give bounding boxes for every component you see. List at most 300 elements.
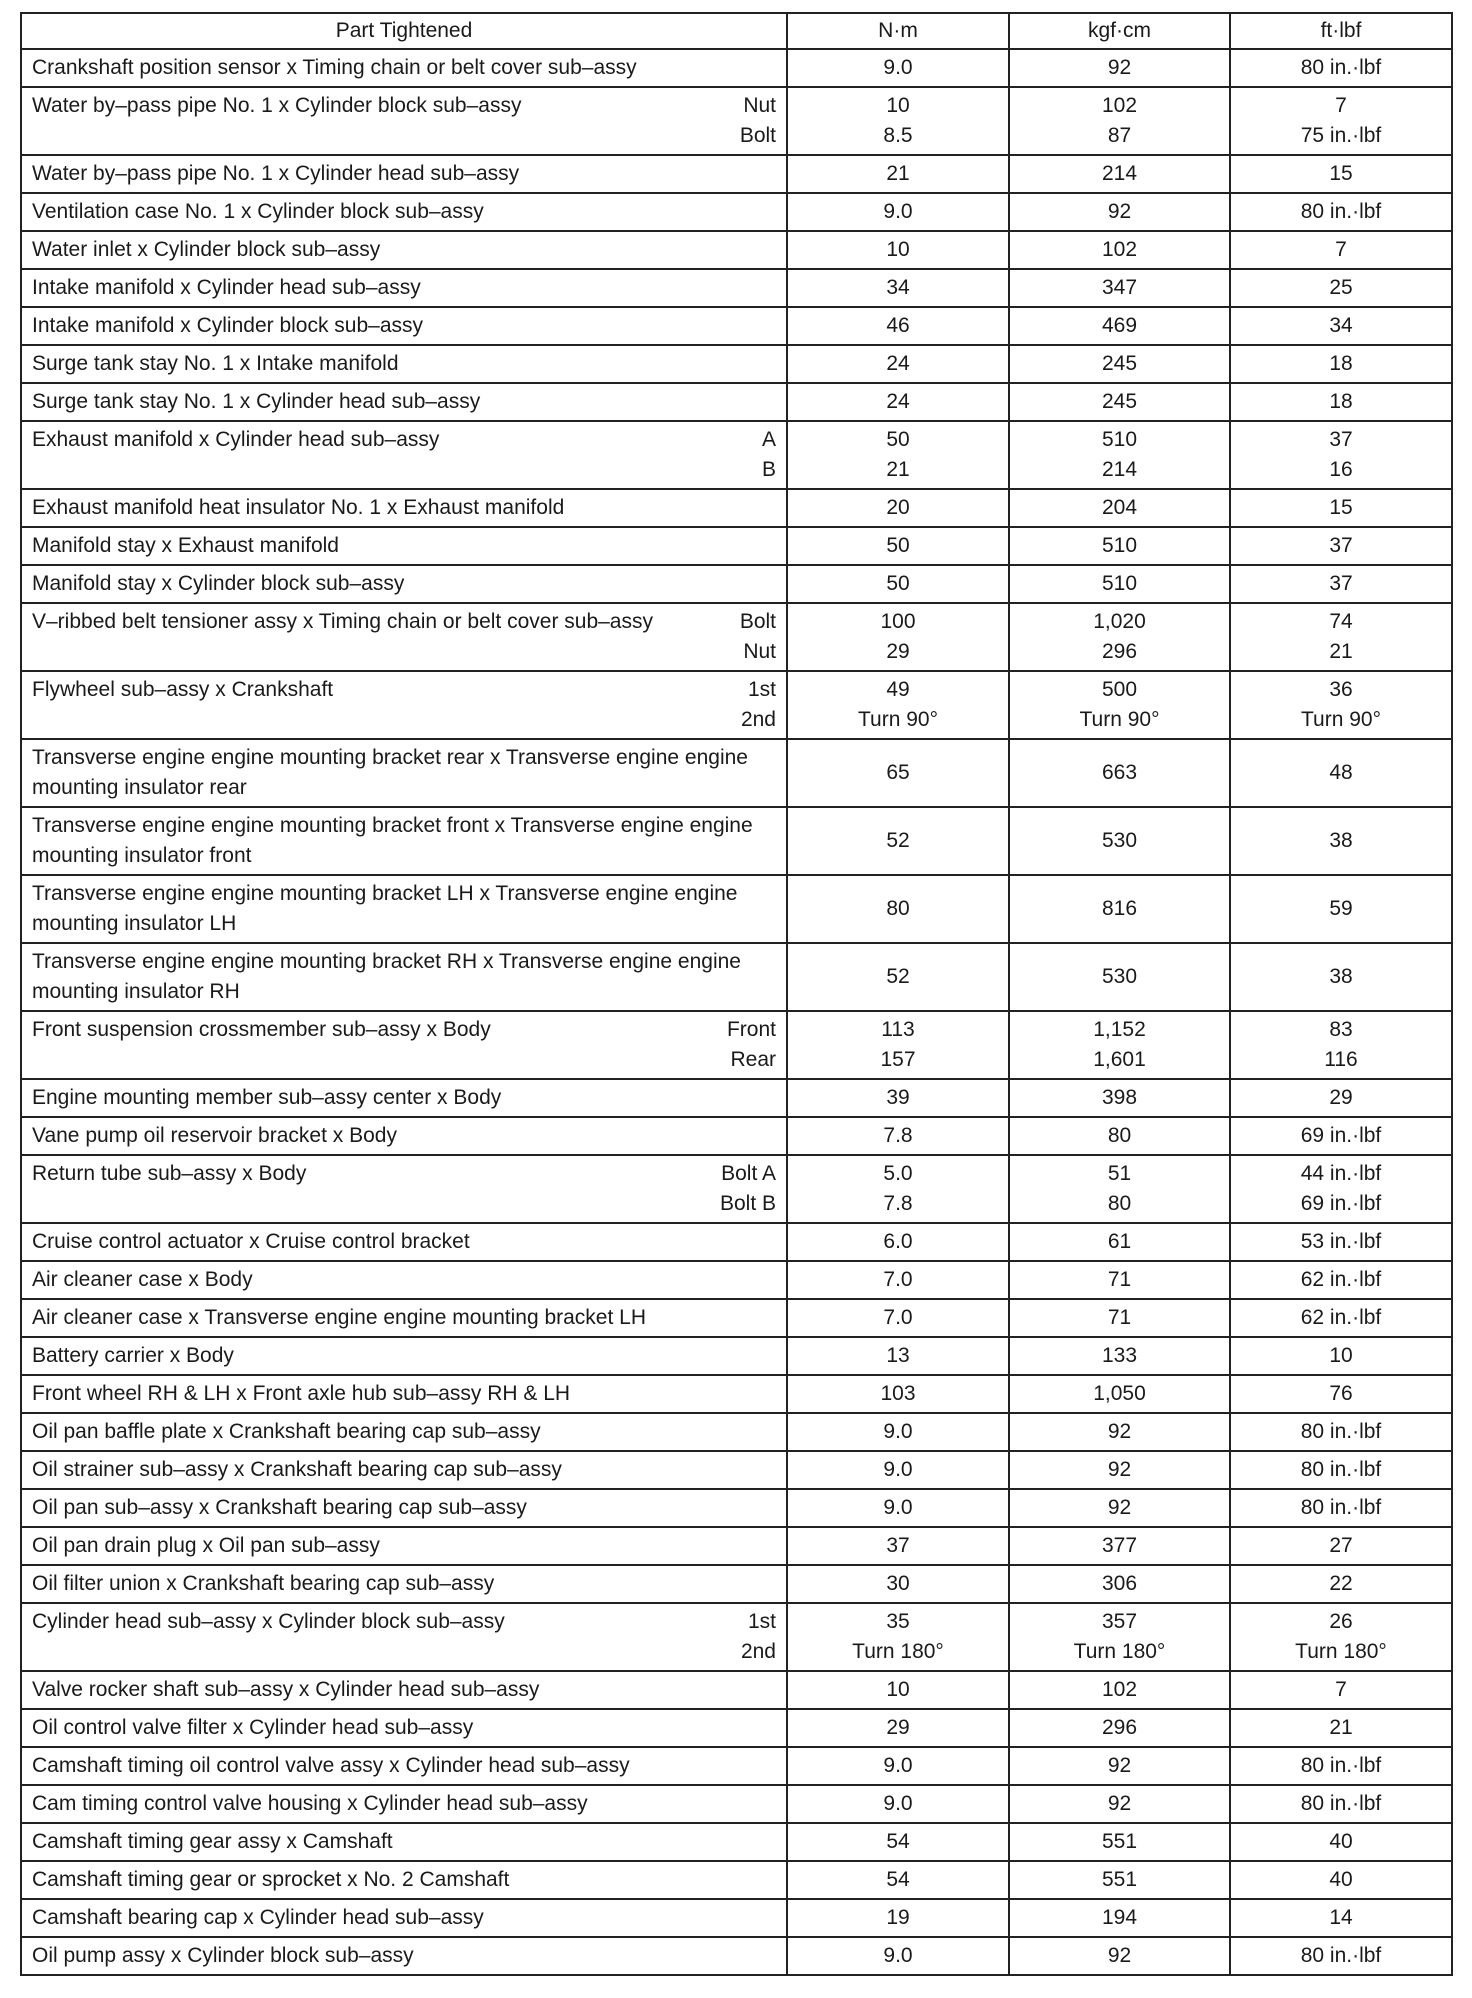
kgf-cm-cell bbox=[1009, 565, 1230, 603]
table-row bbox=[21, 1861, 1452, 1899]
nm-cell bbox=[787, 1785, 1009, 1823]
ft-lbf-value: 69 in.·lbf bbox=[1300, 1192, 1382, 1215]
ft-lbf-value: 40 bbox=[1329, 1868, 1353, 1891]
nm-value: 100 bbox=[880, 610, 916, 633]
part-name: Exhaust manifold x Cylinder head sub–assy bbox=[32, 428, 440, 451]
condition-list bbox=[750, 425, 776, 485]
nm-cell bbox=[787, 1603, 1009, 1671]
part-cell bbox=[21, 1747, 787, 1785]
ft-lbf-value: 62 in.·lbf bbox=[1300, 1268, 1382, 1291]
kgf-cm-cell bbox=[1009, 1413, 1230, 1451]
kgf-cm-cell bbox=[1009, 1375, 1230, 1413]
ft-lbf-cell bbox=[1230, 231, 1452, 269]
part-name: Exhaust manifold heat insulator No. 1 x Exhaust manifold bbox=[32, 496, 565, 519]
kgf-cm-cell bbox=[1009, 1937, 1230, 1975]
nm-value: 24 bbox=[886, 352, 910, 375]
part-cell bbox=[21, 1011, 787, 1079]
nm-cell bbox=[787, 527, 1009, 565]
kgf-cm-cell bbox=[1009, 1565, 1230, 1603]
condition-list bbox=[715, 1015, 776, 1075]
ft-lbf-value: 74 bbox=[1329, 610, 1353, 633]
part-cell bbox=[21, 489, 787, 527]
part-cell bbox=[21, 1261, 787, 1299]
kgf-cm-value: 510 bbox=[1101, 428, 1138, 451]
header-row bbox=[21, 13, 1452, 49]
ft-lbf-cell bbox=[1230, 1861, 1452, 1899]
ft-lbf-value: 62 in.·lbf bbox=[1300, 1306, 1382, 1329]
table-row bbox=[21, 1337, 1452, 1375]
kgf-cm-value: 51 bbox=[1107, 1162, 1132, 1185]
kgf-cm-value: 816 bbox=[1101, 897, 1138, 920]
part-cell bbox=[21, 345, 787, 383]
kgf-cm-value: 1,020 bbox=[1093, 610, 1146, 633]
kgf-cm-cell bbox=[1009, 1451, 1230, 1489]
ft-lbf-value: 80 in.·lbf bbox=[1300, 1496, 1382, 1519]
part-name: Oil pan sub–assy x Crankshaft bearing cap sub–assy bbox=[32, 1496, 527, 1519]
part-name: Front suspension crossmember sub–assy x Body bbox=[32, 1018, 491, 1041]
part-name: Transverse engine engine mounting bracket front x Transverse engine engine mounting insulator front bbox=[32, 814, 753, 867]
table-row bbox=[21, 49, 1452, 87]
ft-lbf-cell bbox=[1230, 565, 1452, 603]
kgf-cm-value: 71 bbox=[1107, 1268, 1132, 1291]
ft-lbf-value: 38 bbox=[1329, 829, 1353, 852]
kgf-cm-value: 551 bbox=[1101, 1830, 1138, 1853]
kgf-cm-cell bbox=[1009, 1603, 1230, 1671]
table-row bbox=[21, 269, 1452, 307]
nm-value: 80 bbox=[886, 897, 910, 920]
table-row bbox=[21, 1785, 1452, 1823]
ft-lbf-value: 80 in.·lbf bbox=[1300, 200, 1382, 223]
ft-lbf-value: 18 bbox=[1329, 352, 1353, 375]
condition-list bbox=[729, 1607, 776, 1667]
ft-lbf-value: 76 bbox=[1329, 1382, 1353, 1405]
nm-cell bbox=[787, 1527, 1009, 1565]
table-row bbox=[21, 1937, 1452, 1975]
table-row bbox=[21, 527, 1452, 565]
nm-value: 52 bbox=[886, 829, 910, 852]
nm-value: 103 bbox=[880, 1382, 916, 1405]
kgf-cm-value: 500 bbox=[1101, 678, 1138, 701]
part-name: Water by–pass pipe No. 1 x Cylinder block sub–assy bbox=[32, 94, 522, 117]
nm-value: 49 bbox=[886, 678, 910, 701]
kgf-cm-value: 92 bbox=[1107, 1458, 1132, 1481]
part-cell bbox=[21, 231, 787, 269]
nm-cell bbox=[787, 1671, 1009, 1709]
ft-lbf-value: 80 in.·lbf bbox=[1300, 1792, 1382, 1815]
kgf-cm-value: 214 bbox=[1101, 458, 1138, 481]
condition-label: 2nd bbox=[740, 708, 776, 731]
part-name: Oil control valve filter x Cylinder head sub–assy bbox=[32, 1716, 474, 1739]
table-row bbox=[21, 739, 1452, 807]
ft-lbf-cell bbox=[1230, 603, 1452, 671]
table-row bbox=[21, 1155, 1452, 1223]
kgf-cm-value: 469 bbox=[1101, 314, 1138, 337]
ft-lbf-cell bbox=[1230, 1117, 1452, 1155]
ft-lbf-value: 75 in.·lbf bbox=[1300, 124, 1382, 147]
part-name: Camshaft bearing cap x Cylinder head sub–assy bbox=[32, 1906, 484, 1929]
nm-value: 9.0 bbox=[883, 1754, 913, 1777]
ft-lbf-cell bbox=[1230, 1299, 1452, 1337]
part-cell bbox=[21, 1079, 787, 1117]
part-cell bbox=[21, 1451, 787, 1489]
nm-cell bbox=[787, 1413, 1009, 1451]
part-cell bbox=[21, 87, 787, 155]
kgf-cm-cell bbox=[1009, 1527, 1230, 1565]
kgf-cm-cell bbox=[1009, 1261, 1230, 1299]
nm-value: 7.0 bbox=[883, 1306, 913, 1329]
ft-lbf-value: 10 bbox=[1329, 1344, 1353, 1367]
nm-value: 10 bbox=[886, 1678, 910, 1701]
ft-lbf-value: 37 bbox=[1329, 534, 1353, 557]
table-row bbox=[21, 1603, 1452, 1671]
kgf-cm-cell bbox=[1009, 1337, 1230, 1375]
nm-cell bbox=[787, 1489, 1009, 1527]
nm-cell bbox=[787, 1261, 1009, 1299]
part-cell bbox=[21, 739, 787, 807]
part-cell bbox=[21, 527, 787, 565]
part-cell bbox=[21, 421, 787, 489]
kgf-cm-cell bbox=[1009, 155, 1230, 193]
ft-lbf-value: 37 bbox=[1329, 428, 1353, 451]
table-row bbox=[21, 1261, 1452, 1299]
part-cell bbox=[21, 383, 787, 421]
ft-lbf-value: 22 bbox=[1329, 1572, 1353, 1595]
ft-lbf-value: 40 bbox=[1329, 1830, 1353, 1853]
nm-value: 46 bbox=[886, 314, 910, 337]
nm-cell bbox=[787, 603, 1009, 671]
part-name: Oil strainer sub–assy x Crankshaft bearing cap sub–assy bbox=[32, 1458, 562, 1481]
part-name: Transverse engine engine mounting bracket LH x Transverse engine engine mounting insulator LH bbox=[32, 882, 738, 935]
kgf-cm-cell bbox=[1009, 671, 1230, 739]
part-name: Crankshaft position sensor x Timing chain or belt cover sub–assy bbox=[32, 56, 637, 79]
part-cell bbox=[21, 155, 787, 193]
ft-lbf-cell bbox=[1230, 155, 1452, 193]
nm-cell bbox=[787, 1709, 1009, 1747]
kgf-cm-value: 245 bbox=[1101, 352, 1138, 375]
nm-cell bbox=[787, 1079, 1009, 1117]
condition-label: Front bbox=[726, 1018, 776, 1041]
kgf-cm-value: 92 bbox=[1107, 200, 1132, 223]
table-row bbox=[21, 1527, 1452, 1565]
part-cell bbox=[21, 1603, 787, 1671]
part-name: Manifold stay x Exhaust manifold bbox=[32, 534, 339, 557]
part-name: Surge tank stay No. 1 x Intake manifold bbox=[32, 352, 399, 375]
nm-value: 65 bbox=[886, 761, 910, 784]
table-row bbox=[21, 421, 1452, 489]
nm-value: 9.0 bbox=[883, 1458, 913, 1481]
nm-value: 7.0 bbox=[883, 1268, 913, 1291]
part-name: Intake manifold x Cylinder head sub–assy bbox=[32, 276, 421, 299]
ft-lbf-cell bbox=[1230, 1489, 1452, 1527]
nm-cell bbox=[787, 1861, 1009, 1899]
ft-lbf-cell bbox=[1230, 1079, 1452, 1117]
table-row bbox=[21, 193, 1452, 231]
nm-value: 7.8 bbox=[883, 1192, 913, 1215]
ft-lbf-cell bbox=[1230, 1785, 1452, 1823]
table-row bbox=[21, 603, 1452, 671]
ft-lbf-value: 80 in.·lbf bbox=[1300, 1420, 1382, 1443]
nm-value: 9.0 bbox=[883, 1792, 913, 1815]
ft-lbf-cell bbox=[1230, 1155, 1452, 1223]
kgf-cm-cell bbox=[1009, 1899, 1230, 1937]
part-name: Surge tank stay No. 1 x Cylinder head sub–assy bbox=[32, 390, 481, 413]
torque-table bbox=[20, 12, 1453, 1976]
ft-lbf-value: 27 bbox=[1329, 1534, 1353, 1557]
torque-spec-sheet bbox=[20, 12, 1453, 1976]
ft-lbf-cell bbox=[1230, 1011, 1452, 1079]
nm-value: 34 bbox=[886, 276, 910, 299]
nm-value: 30 bbox=[886, 1572, 910, 1595]
table-row bbox=[21, 807, 1452, 875]
kgf-cm-value: 87 bbox=[1107, 124, 1132, 147]
nm-cell bbox=[787, 1747, 1009, 1785]
kgf-cm-cell bbox=[1009, 269, 1230, 307]
nm-cell bbox=[787, 155, 1009, 193]
ft-lbf-cell bbox=[1230, 345, 1452, 383]
ft-lbf-value: 21 bbox=[1329, 1716, 1353, 1739]
kgf-cm-value: 1,050 bbox=[1093, 1382, 1146, 1405]
table-row bbox=[21, 383, 1452, 421]
kgf-cm-value: 92 bbox=[1107, 1944, 1132, 1967]
kgf-cm-cell bbox=[1009, 307, 1230, 345]
kgf-cm-value: 663 bbox=[1101, 761, 1138, 784]
nm-value: 10 bbox=[886, 238, 910, 261]
ft-lbf-value: 26 bbox=[1329, 1610, 1353, 1633]
kgf-cm-cell bbox=[1009, 421, 1230, 489]
part-cell bbox=[21, 1785, 787, 1823]
ft-lbf-cell bbox=[1230, 1603, 1452, 1671]
ft-lbf-cell bbox=[1230, 1337, 1452, 1375]
kgf-cm-cell bbox=[1009, 1011, 1230, 1079]
table-row bbox=[21, 1899, 1452, 1937]
nm-value: 35 bbox=[886, 1610, 910, 1633]
ft-lbf-cell bbox=[1230, 1565, 1452, 1603]
kgf-cm-value: 92 bbox=[1107, 56, 1132, 79]
ft-lbf-value: 116 bbox=[1324, 1048, 1358, 1071]
kgf-cm-value: 204 bbox=[1101, 496, 1138, 519]
kgf-cm-value: 102 bbox=[1101, 94, 1138, 117]
table-row bbox=[21, 1117, 1452, 1155]
ft-lbf-cell bbox=[1230, 269, 1452, 307]
table-row bbox=[21, 1747, 1452, 1785]
part-name: Air cleaner case x Body bbox=[32, 1268, 253, 1291]
ft-lbf-cell bbox=[1230, 1451, 1452, 1489]
table-row bbox=[21, 87, 1452, 155]
kgf-cm-value: 214 bbox=[1101, 162, 1138, 185]
part-name: Return tube sub–assy x Body bbox=[32, 1162, 307, 1185]
nm-cell bbox=[787, 943, 1009, 1011]
kgf-cm-cell bbox=[1009, 193, 1230, 231]
part-cell bbox=[21, 1861, 787, 1899]
nm-cell bbox=[787, 875, 1009, 943]
nm-cell bbox=[787, 269, 1009, 307]
condition-list bbox=[708, 1159, 776, 1219]
nm-value: 9.0 bbox=[883, 56, 913, 79]
part-cell bbox=[21, 1709, 787, 1747]
part-name: Engine mounting member sub–assy center x Body bbox=[32, 1086, 502, 1109]
part-cell bbox=[21, 1413, 787, 1451]
ft-lbf-value: 59 bbox=[1329, 897, 1353, 920]
nm-value: Turn 90° bbox=[858, 708, 938, 731]
ft-lbf-cell bbox=[1230, 383, 1452, 421]
nm-cell bbox=[787, 671, 1009, 739]
kgf-cm-cell bbox=[1009, 1861, 1230, 1899]
kgf-cm-cell bbox=[1009, 1117, 1230, 1155]
part-name: Cylinder head sub–assy x Cylinder block sub–assy bbox=[32, 1610, 505, 1633]
kgf-cm-cell bbox=[1009, 1489, 1230, 1527]
condition-label: Bolt bbox=[739, 124, 776, 147]
table-row bbox=[21, 1413, 1452, 1451]
kgf-cm-value: 357 bbox=[1101, 1610, 1138, 1633]
ft-lbf-value: 44 in.·lbf bbox=[1300, 1162, 1382, 1185]
part-name: Camshaft timing oil control valve assy x Cylinder head sub–assy bbox=[32, 1754, 630, 1777]
nm-value: 8.5 bbox=[883, 124, 913, 147]
header-kgf-cm: kgf·cm bbox=[1009, 13, 1230, 49]
part-name: Valve rocker shaft sub–assy x Cylinder head sub–assy bbox=[32, 1678, 540, 1701]
ft-lbf-cell bbox=[1230, 807, 1452, 875]
table-row bbox=[21, 1489, 1452, 1527]
nm-value: 9.0 bbox=[883, 1420, 913, 1443]
header-nm: N·m bbox=[787, 13, 1009, 49]
nm-cell bbox=[787, 1823, 1009, 1861]
nm-value: 37 bbox=[886, 1534, 910, 1557]
part-name: Cam timing control valve housing x Cylinder head sub–assy bbox=[32, 1792, 588, 1815]
kgf-cm-value: 92 bbox=[1107, 1420, 1132, 1443]
nm-value: 54 bbox=[886, 1830, 910, 1853]
ft-lbf-value: 15 bbox=[1329, 496, 1353, 519]
kgf-cm-value: 245 bbox=[1101, 390, 1138, 413]
nm-cell bbox=[787, 1899, 1009, 1937]
part-cell bbox=[21, 1671, 787, 1709]
part-name: Transverse engine engine mounting bracket rear x Transverse engine engine mounting insulator rear bbox=[32, 746, 748, 799]
nm-value: 52 bbox=[886, 965, 910, 988]
nm-value: 9.0 bbox=[883, 1944, 913, 1967]
part-name: Flywheel sub–assy x Crankshaft bbox=[32, 678, 334, 701]
kgf-cm-value: 398 bbox=[1101, 1086, 1138, 1109]
nm-value: 5.0 bbox=[883, 1162, 913, 1185]
kgf-cm-cell bbox=[1009, 1747, 1230, 1785]
part-cell bbox=[21, 1527, 787, 1565]
part-name: Oil pan baffle plate x Crankshaft bearing cap sub–assy bbox=[32, 1420, 541, 1443]
nm-cell bbox=[787, 87, 1009, 155]
ft-lbf-value: 7 bbox=[1335, 94, 1347, 117]
part-cell bbox=[21, 807, 787, 875]
kgf-cm-cell bbox=[1009, 527, 1230, 565]
table-row bbox=[21, 1671, 1452, 1709]
table-row bbox=[21, 1223, 1452, 1261]
nm-value: 29 bbox=[886, 1716, 910, 1739]
kgf-cm-cell bbox=[1009, 1671, 1230, 1709]
part-name: Cruise control actuator x Cruise control bracket bbox=[32, 1230, 470, 1253]
ft-lbf-cell bbox=[1230, 421, 1452, 489]
kgf-cm-cell bbox=[1009, 1155, 1230, 1223]
nm-cell bbox=[787, 1375, 1009, 1413]
ft-lbf-cell bbox=[1230, 1823, 1452, 1861]
part-name: Oil pump assy x Cylinder block sub–assy bbox=[32, 1944, 414, 1967]
kgf-cm-value: 92 bbox=[1107, 1496, 1132, 1519]
nm-value: 29 bbox=[886, 640, 910, 663]
table-row bbox=[21, 671, 1452, 739]
nm-value: 39 bbox=[886, 1086, 910, 1109]
ft-lbf-value: 80 in.·lbf bbox=[1300, 1944, 1382, 1967]
table-row bbox=[21, 155, 1452, 193]
kgf-cm-value: 92 bbox=[1107, 1754, 1132, 1777]
part-name: Air cleaner case x Transverse engine engine mounting bracket LH bbox=[32, 1306, 647, 1329]
nm-cell bbox=[787, 1117, 1009, 1155]
nm-value: 50 bbox=[886, 428, 910, 451]
kgf-cm-cell bbox=[1009, 1079, 1230, 1117]
kgf-cm-cell bbox=[1009, 345, 1230, 383]
part-name: Water by–pass pipe No. 1 x Cylinder head sub–assy bbox=[32, 162, 520, 185]
ft-lbf-cell bbox=[1230, 527, 1452, 565]
condition-label: 1st bbox=[747, 1610, 776, 1633]
kgf-cm-value: 71 bbox=[1107, 1306, 1132, 1329]
condition-label: Nut bbox=[743, 94, 776, 117]
nm-value: 6.0 bbox=[883, 1230, 913, 1253]
ft-lbf-cell bbox=[1230, 739, 1452, 807]
table-row bbox=[21, 1299, 1452, 1337]
ft-lbf-value: 48 bbox=[1329, 761, 1353, 784]
kgf-cm-cell bbox=[1009, 1785, 1230, 1823]
ft-lbf-value: 69 in.·lbf bbox=[1300, 1124, 1382, 1147]
table-row bbox=[21, 943, 1452, 1011]
table-row bbox=[21, 565, 1452, 603]
table-row bbox=[21, 1011, 1452, 1079]
kgf-cm-value: 102 bbox=[1101, 238, 1138, 261]
kgf-cm-value: 1,601 bbox=[1093, 1048, 1146, 1071]
nm-value: 19 bbox=[886, 1906, 910, 1929]
kgf-cm-cell bbox=[1009, 807, 1230, 875]
nm-cell bbox=[787, 1155, 1009, 1223]
condition-list bbox=[728, 607, 776, 667]
condition-label: Nut bbox=[743, 640, 776, 663]
kgf-cm-value: 306 bbox=[1101, 1572, 1138, 1595]
condition-label: B bbox=[761, 458, 776, 481]
condition-label: Rear bbox=[730, 1048, 776, 1071]
ft-lbf-value: 83 bbox=[1329, 1018, 1353, 1041]
kgf-cm-value: 92 bbox=[1107, 1792, 1132, 1815]
kgf-cm-value: 551 bbox=[1101, 1868, 1138, 1891]
nm-cell bbox=[787, 1011, 1009, 1079]
kgf-cm-cell bbox=[1009, 1823, 1230, 1861]
part-name: Water inlet x Cylinder block sub–assy bbox=[32, 238, 381, 261]
nm-cell bbox=[787, 421, 1009, 489]
nm-cell bbox=[787, 193, 1009, 231]
ft-lbf-cell bbox=[1230, 1899, 1452, 1937]
kgf-cm-value: 296 bbox=[1101, 640, 1138, 663]
nm-value: Turn 180° bbox=[852, 1640, 944, 1663]
part-cell bbox=[21, 1375, 787, 1413]
part-name: V–ribbed belt tensioner assy x Timing chain or belt cover sub–assy bbox=[32, 610, 653, 633]
table-row bbox=[21, 1709, 1452, 1747]
nm-value: 50 bbox=[886, 534, 910, 557]
part-cell bbox=[21, 1937, 787, 1975]
table-row bbox=[21, 1079, 1452, 1117]
kgf-cm-value: 61 bbox=[1107, 1230, 1132, 1253]
nm-cell bbox=[787, 345, 1009, 383]
part-cell bbox=[21, 943, 787, 1011]
ft-lbf-cell bbox=[1230, 489, 1452, 527]
nm-cell bbox=[787, 231, 1009, 269]
part-name: Intake manifold x Cylinder block sub–assy bbox=[32, 314, 424, 337]
condition-list bbox=[729, 675, 776, 735]
kgf-cm-cell bbox=[1009, 1223, 1230, 1261]
kgf-cm-value: 1,152 bbox=[1093, 1018, 1146, 1041]
kgf-cm-cell bbox=[1009, 1709, 1230, 1747]
part-cell bbox=[21, 49, 787, 87]
table-body bbox=[21, 49, 1452, 1975]
kgf-cm-value: 80 bbox=[1107, 1192, 1132, 1215]
